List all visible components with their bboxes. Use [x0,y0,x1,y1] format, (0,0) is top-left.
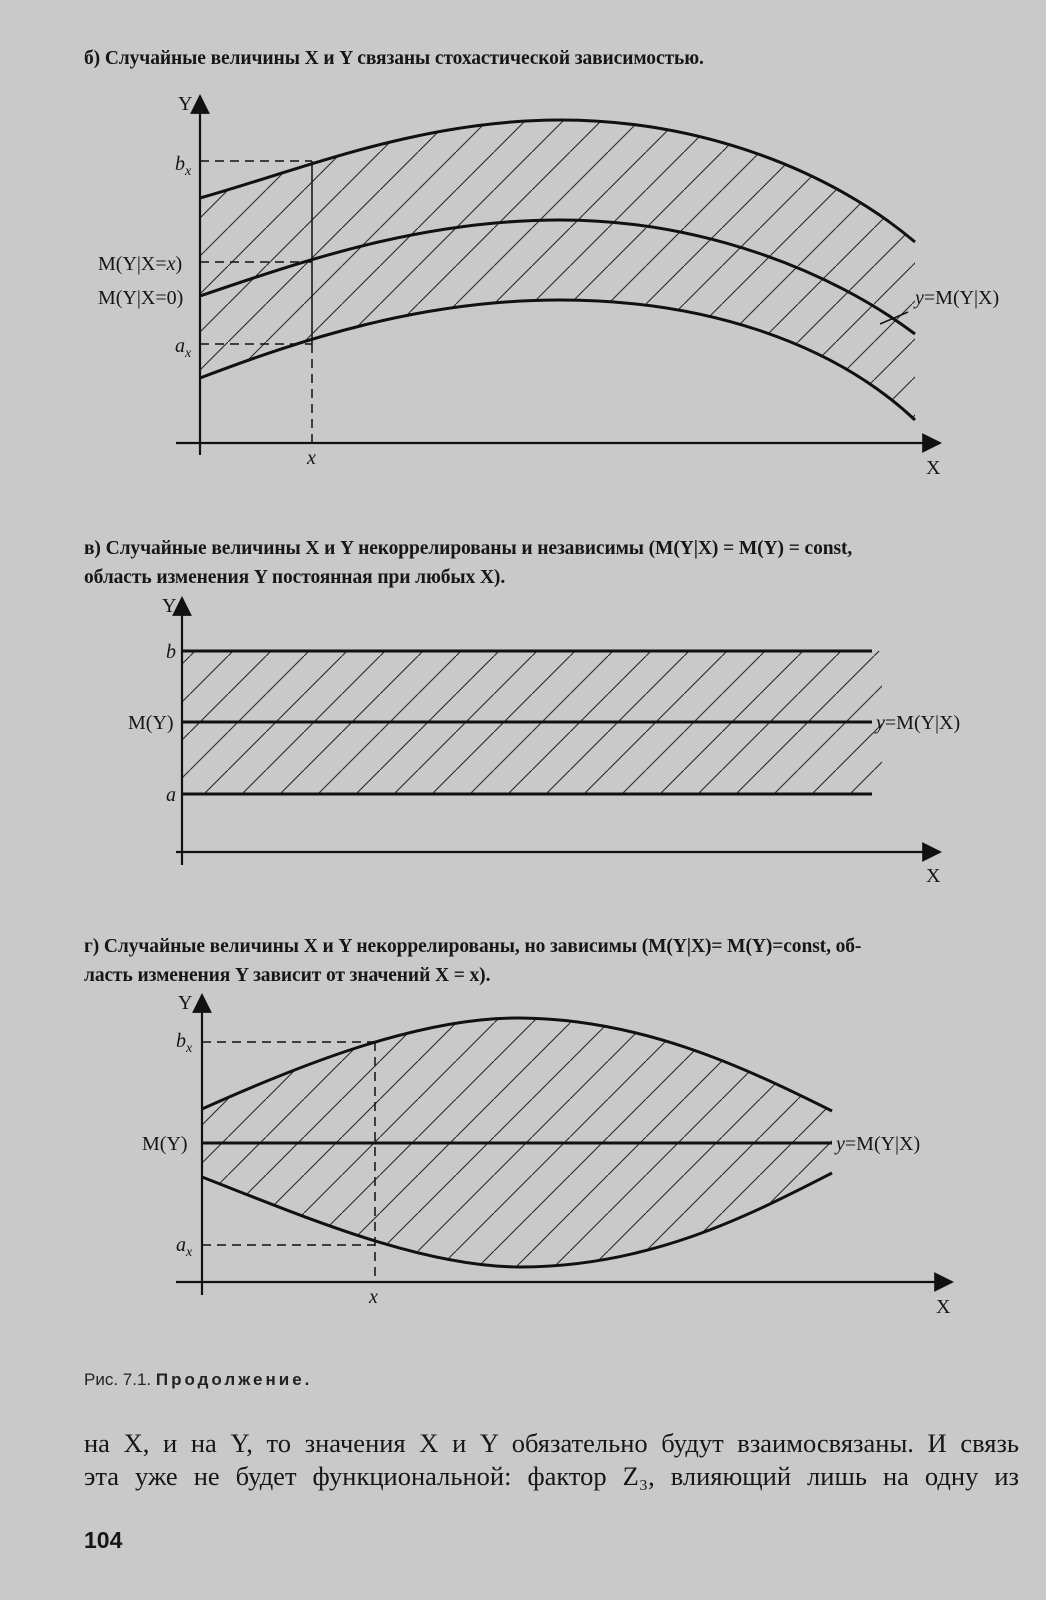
body-text-line1: на X, и на Y, то значения X и Y обязательно будут взаимосвязаны. И связь [84,1428,1019,1458]
figure-caption [84,1370,312,1390]
hatched-region-g [200,1005,840,1275]
section-v-heading-line2: область изменения Y постоянная при любых X). [84,567,506,588]
ax-label-b: $a_x$ [175,335,192,361]
figure-b-stochastic-dependence [0,0,1046,500]
ax-label-g: $a_x$ [176,1234,193,1260]
figure-g-uncorrelated-dependent [0,985,1046,1325]
mean-label-v: M(Y) [128,712,174,734]
body-text-line2: эта уже не будет функциональной: фактор Z₃, влияющий лишь на одну из [84,1461,1019,1491]
b-label-v: b [166,641,176,663]
curve-label-v: y=M(Y|X) [876,712,961,734]
curve-label-g: y=M(Y|X) [836,1133,921,1155]
y-axis-label-g: Y [178,992,193,1014]
curve-label-b: y=M(Y|X) [915,287,1000,309]
x-tick-label-g: x [369,1286,378,1308]
mean-label-g: M(Y) [142,1133,188,1155]
a-label-v: a [166,784,176,806]
x-tick-label-b: x [307,447,316,469]
figure-v-independent [0,580,1046,890]
caption-word: Продолжение. [155,1370,313,1389]
section-v-heading-line1: в) Случайные величины X и Y некоррелированы и независимы (M(Y|X) = M(Y) = const, [84,538,853,559]
section-g-heading-line1: г) Случайные величины X и Y некоррелированы, но зависимы (M(Y|X)= M(Y)=const, об- [84,936,862,957]
conditional-mean-zero-label-b: M(Y|X=0) [98,287,184,309]
hatched-region-b [200,100,920,440]
x-axis-label-v: X [926,865,941,887]
conditional-mean-x-label-b: M(Y|X=x) [98,253,183,275]
page-number: 104 [84,1527,123,1553]
y-axis-label-v: Y [162,595,177,617]
section-g-heading [84,932,1014,990]
y-axis-label-b: Y [178,93,193,115]
section-b-heading: б) Случайные величины X и Y связаны стохастической зависимостью. [84,48,704,69]
x-axis-label-b: X [926,457,941,479]
bx-label-g: $b_x$ [176,1030,193,1056]
caption-prefix: Рис. 7.1. [84,1370,156,1389]
bx-label-b: $b_x$ [175,153,192,179]
x-axis-label-g: X [936,1296,951,1318]
section-g-heading-line2: ласть изменения Y зависит от значений X = x). [84,965,491,986]
